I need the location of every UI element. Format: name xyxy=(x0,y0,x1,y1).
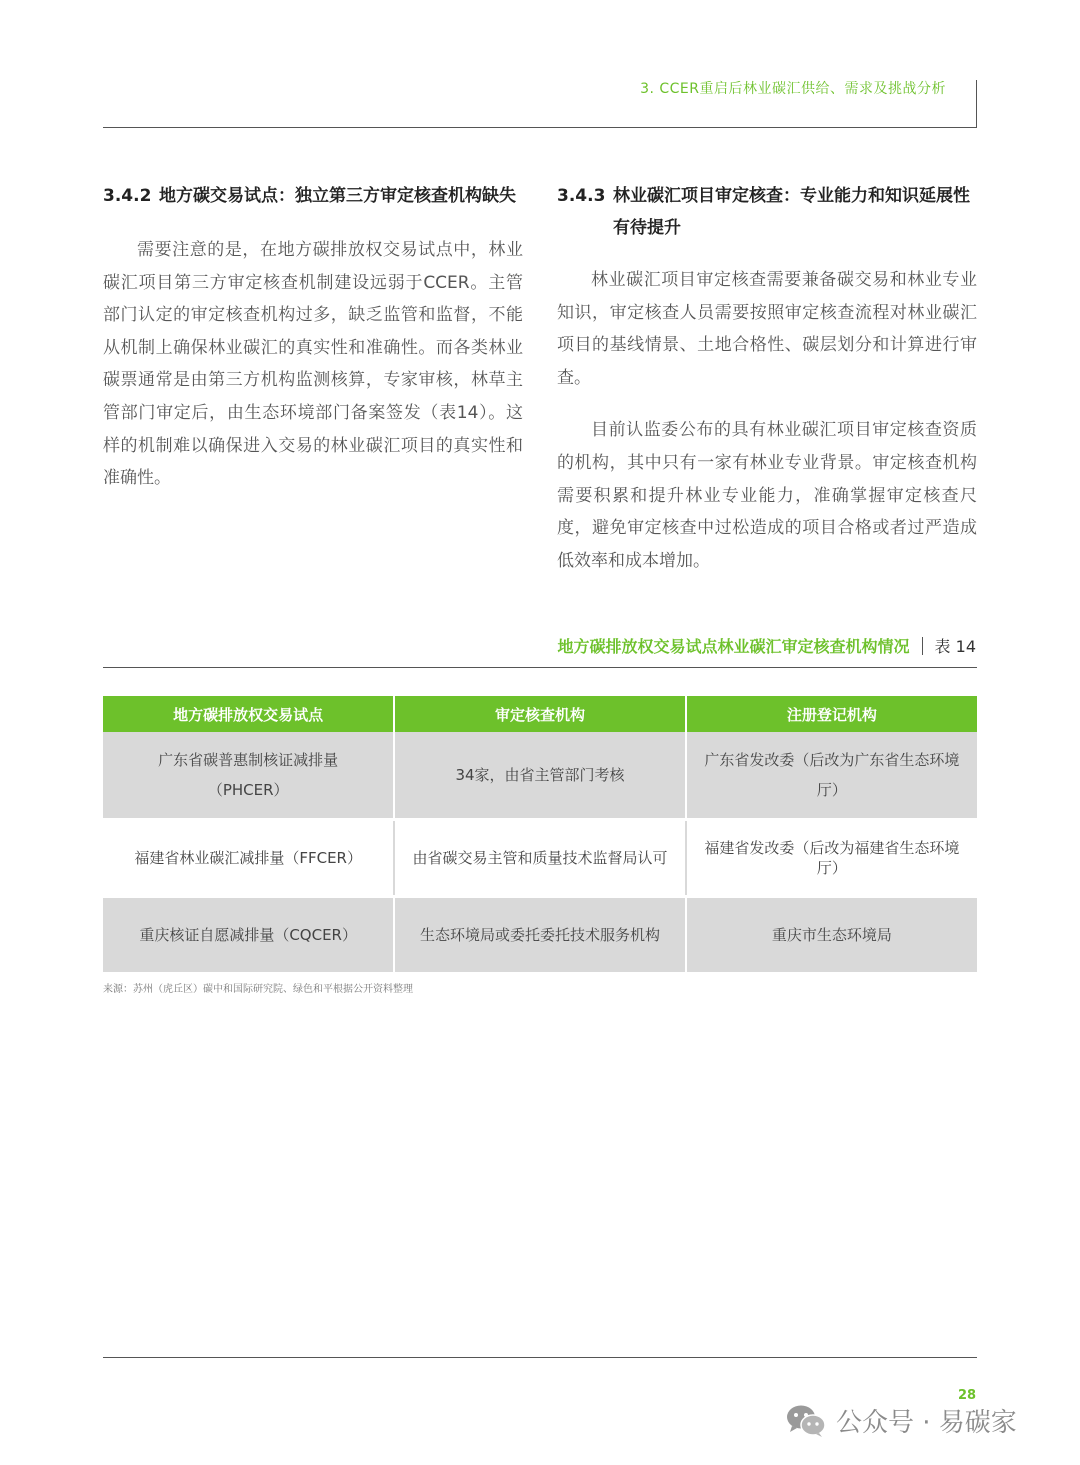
table-cell-pilot: 福建省林业碳汇减排量（FFCER） xyxy=(103,820,394,897)
table-cell-verifier: 34家，由省主管部门考核 xyxy=(394,732,685,820)
footer-rule xyxy=(103,1357,977,1358)
right-column xyxy=(557,180,977,577)
caption-separator xyxy=(922,637,923,655)
header-title: 3. CCER重启后林业碳汇供给、需求及挑战分析 xyxy=(640,81,946,97)
data-table xyxy=(103,696,977,972)
header-rule xyxy=(103,127,977,128)
table-caption xyxy=(558,634,976,657)
table-cell-registry: 福建省发改委（后改为福建省生态环境厅） xyxy=(686,820,977,897)
header-tick xyxy=(976,80,977,128)
watermark-text: 公众号 · 易碳家 xyxy=(836,1408,1017,1438)
section-number: 3.4.2 xyxy=(103,186,152,206)
table-cell-verifier: 由省碳交易主管和质量技术监督局认可 xyxy=(394,820,685,897)
table-row xyxy=(103,897,977,973)
table-header-row xyxy=(103,696,977,732)
section-title: 地方碳交易试点：独立第三方审定核查机构缺失 xyxy=(159,186,516,206)
table-cell-verifier: 生态环境局或委托委托技术服务机构 xyxy=(394,897,685,973)
table-row xyxy=(103,820,977,897)
table-source: 来源：苏州（虎丘区）碳中和国际研究院、绿色和平根据公开资料整理 xyxy=(103,984,413,995)
left-column xyxy=(103,180,523,495)
pilot-line-1: 广东省碳普惠制核证减排量 xyxy=(158,751,339,769)
section-heading-342 xyxy=(103,180,523,212)
table-caption-title: 地方碳排放权交易试点林业碳汇审定核查机构情况 xyxy=(557,637,910,656)
caption-rule xyxy=(103,667,977,668)
watermark xyxy=(786,1402,1017,1439)
header-pilot: 地方碳排放权交易试点 xyxy=(103,696,394,732)
pilot-line-2: （PHCER） xyxy=(207,781,289,799)
section-number: 3.4.3 xyxy=(557,186,606,206)
header-registry: 注册登记机构 xyxy=(686,696,977,732)
right-paragraph-2: 目前认监委公布的具有林业碳汇项目审定核查资质的机构，其中只有一家有林业专业背景。审定核查机构需要积累和提升林业专业能力，准确掌握审定核查尺度，避免审定核查中过松造成的项目合格或者过严造成低效率和成本增加。 xyxy=(557,420,977,571)
section-title: 林业碳汇项目审定核查：专业能力和知识延展性有待提升 xyxy=(613,186,970,238)
page-number: 28 xyxy=(958,1388,977,1403)
left-paragraph: 需要注意的是，在地方碳排放权交易试点中，林业碳汇项目第三方审定核查机制建设远弱于CCER。主管部门认定的审定核查机构过多，缺乏监管和监督，不能从机制上确保林业碳汇的真实性和准确性。而各类林业碳票通常是由第三方机构监测核算，专家审核，林草主管部门审定后，由生态环境部门备案签发（表14）。这样的机制难以确保进入交易的林业碳汇项目的真实性和准确性。 xyxy=(103,240,523,489)
table-cell-registry: 广东省发改委（后改为广东省生态环境厅） xyxy=(686,732,977,820)
table-row xyxy=(103,732,977,820)
header-verifier: 审定核查机构 xyxy=(394,696,685,732)
wechat-icon xyxy=(786,1404,826,1438)
table-cell-pilot: 重庆核证自愿减排量（CQCER） xyxy=(103,897,394,973)
table-number: 表 14 xyxy=(934,637,976,656)
section-heading-343 xyxy=(557,180,977,244)
right-paragraph-1: 林业碳汇项目审定核查需要兼备碳交易和林业专业知识，审定核查人员需要按照审定核查流程对林业碳汇项目的基线情景、土地合格性、碳层划分和计算进行审查。 xyxy=(557,270,977,388)
table-cell-pilot xyxy=(103,732,394,820)
table-cell-registry: 重庆市生态环境局 xyxy=(686,897,977,973)
